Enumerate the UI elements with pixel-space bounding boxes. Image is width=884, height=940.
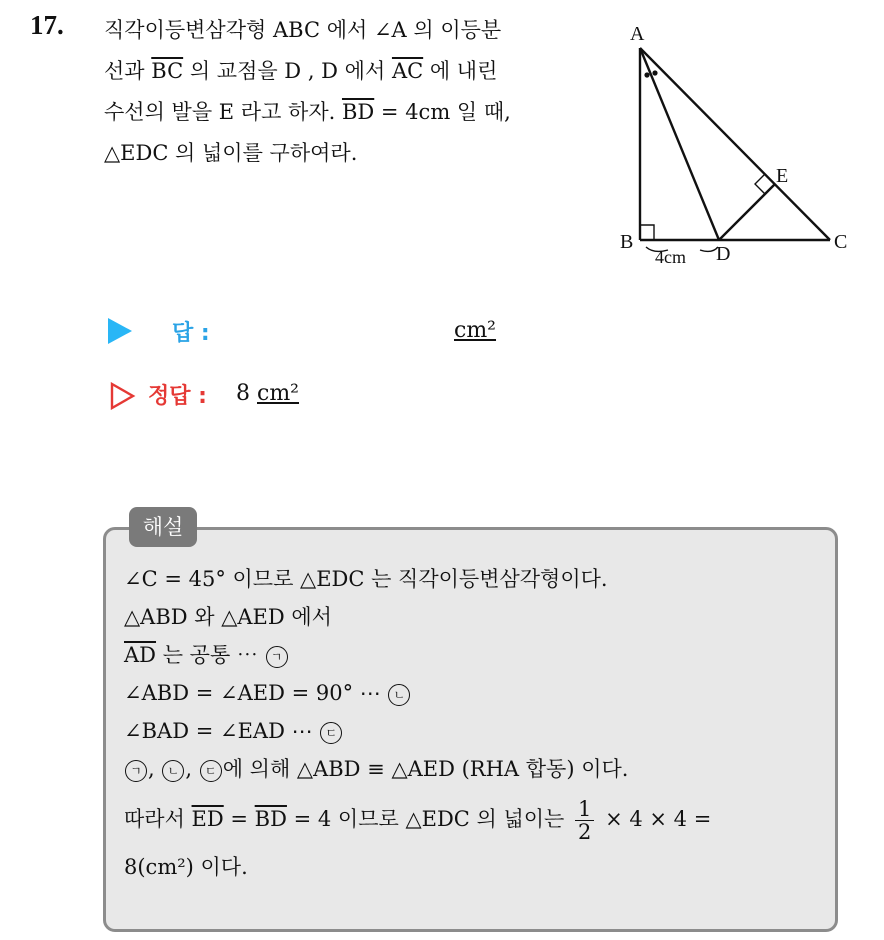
circled-marker: ㄷ [200,760,222,782]
text-run: , [185,757,199,781]
text-run: 의 교점을 D , D 에서 [183,59,392,83]
correct-value [236,381,299,406]
correct-number: 8 [236,381,250,406]
solution-text [124,560,834,886]
solution-line [124,560,834,598]
segment-name: $\overline{BD}$ [341,100,375,124]
correct-unit: cm² [257,381,300,406]
circled-marker: ㄴ [162,760,184,782]
segment-name: $\overline{BC}$ [151,59,184,83]
length-label: 4cm [655,247,686,267]
label-d: D [716,243,731,265]
side-ac [640,48,830,240]
segment-name: $\overline{ED}$ [191,807,224,831]
label-a: A [630,23,645,45]
correct-label: 정답 : [148,384,207,409]
text-run: , [148,757,162,781]
solution-line [124,636,834,674]
fraction [575,798,594,843]
text-run: = 4cm 일 때, [374,100,511,124]
segment-name: $\overline{AC}$ [391,59,424,83]
question-line [104,51,594,92]
solution-line [124,750,834,788]
correct-answer-row [108,378,408,414]
solution-line [124,674,834,712]
question-text [104,10,594,174]
circled-marker: ㄱ [125,760,147,782]
question-line [104,10,594,51]
text-run: ∠ABD = ∠AED = 90° ⋯ [124,681,388,705]
play-outline-icon [110,382,136,410]
triangle-figure [608,18,858,273]
text-run: = 4 이므로 △EDC 의 넓이는 [286,807,572,831]
text-run: 따라서 [124,807,192,831]
text-run: 에 내린 [423,59,498,83]
text-run: 8(cm²) 이다. [124,855,248,879]
answer-blank[interactable]: cm² [454,318,497,343]
solution-line [124,712,834,750]
segment-name: $\overline{AD}$ [124,643,157,667]
question-line [104,92,594,133]
text-run: △EDC 의 넓이를 구하여라. [104,141,358,165]
right-angle-e [755,174,765,194]
text-run: 에 의해 △ABD ≡ △AED (RHA 합동) 이다. [222,757,629,781]
question-line [104,133,594,174]
segment-de [719,184,775,240]
question-number: 17. [30,10,64,40]
solution-title: 해설 [129,507,197,547]
text-run: ∠BAD = ∠EAD ⋯ [124,719,320,743]
answer-row [108,316,528,352]
text-run: 선과 [104,59,152,83]
answer-label: 답 : [172,321,210,346]
label-b: B [620,231,634,253]
text-run: △ABD 와 △AED 에서 [124,605,332,629]
label-c: C [834,231,848,253]
play-icon [108,318,132,344]
angle-mark-1 [644,72,649,77]
circled-marker: ㄱ [266,646,288,668]
circled-marker: ㄷ [320,722,342,744]
circled-marker: ㄴ [388,684,410,706]
segment-name: $\overline{BD}$ [254,807,287,831]
label-e: E [776,165,789,187]
right-angle-b [640,225,654,240]
text-run: ∠C = 45° 이므로 △EDC 는 직각이등변삼각형이다. [124,567,608,591]
angle-mark-2 [652,70,657,75]
solution-line [124,848,834,886]
solution-line [124,790,834,848]
text-run: 직각이등변삼각형 ABC 에서 ∠A 의 이등분 [104,18,502,42]
text-run: 는 공통 ⋯ [156,643,265,667]
fraction-denominator: 2 [578,820,592,844]
text-run: × 4 × 4 = [598,807,712,831]
solution-line [124,598,834,636]
segment-ad [640,48,719,240]
fraction-numerator: 1 [575,798,594,821]
text-run: = [223,807,255,831]
text-run: 수선의 발을 E 라고 하자. [104,100,342,124]
